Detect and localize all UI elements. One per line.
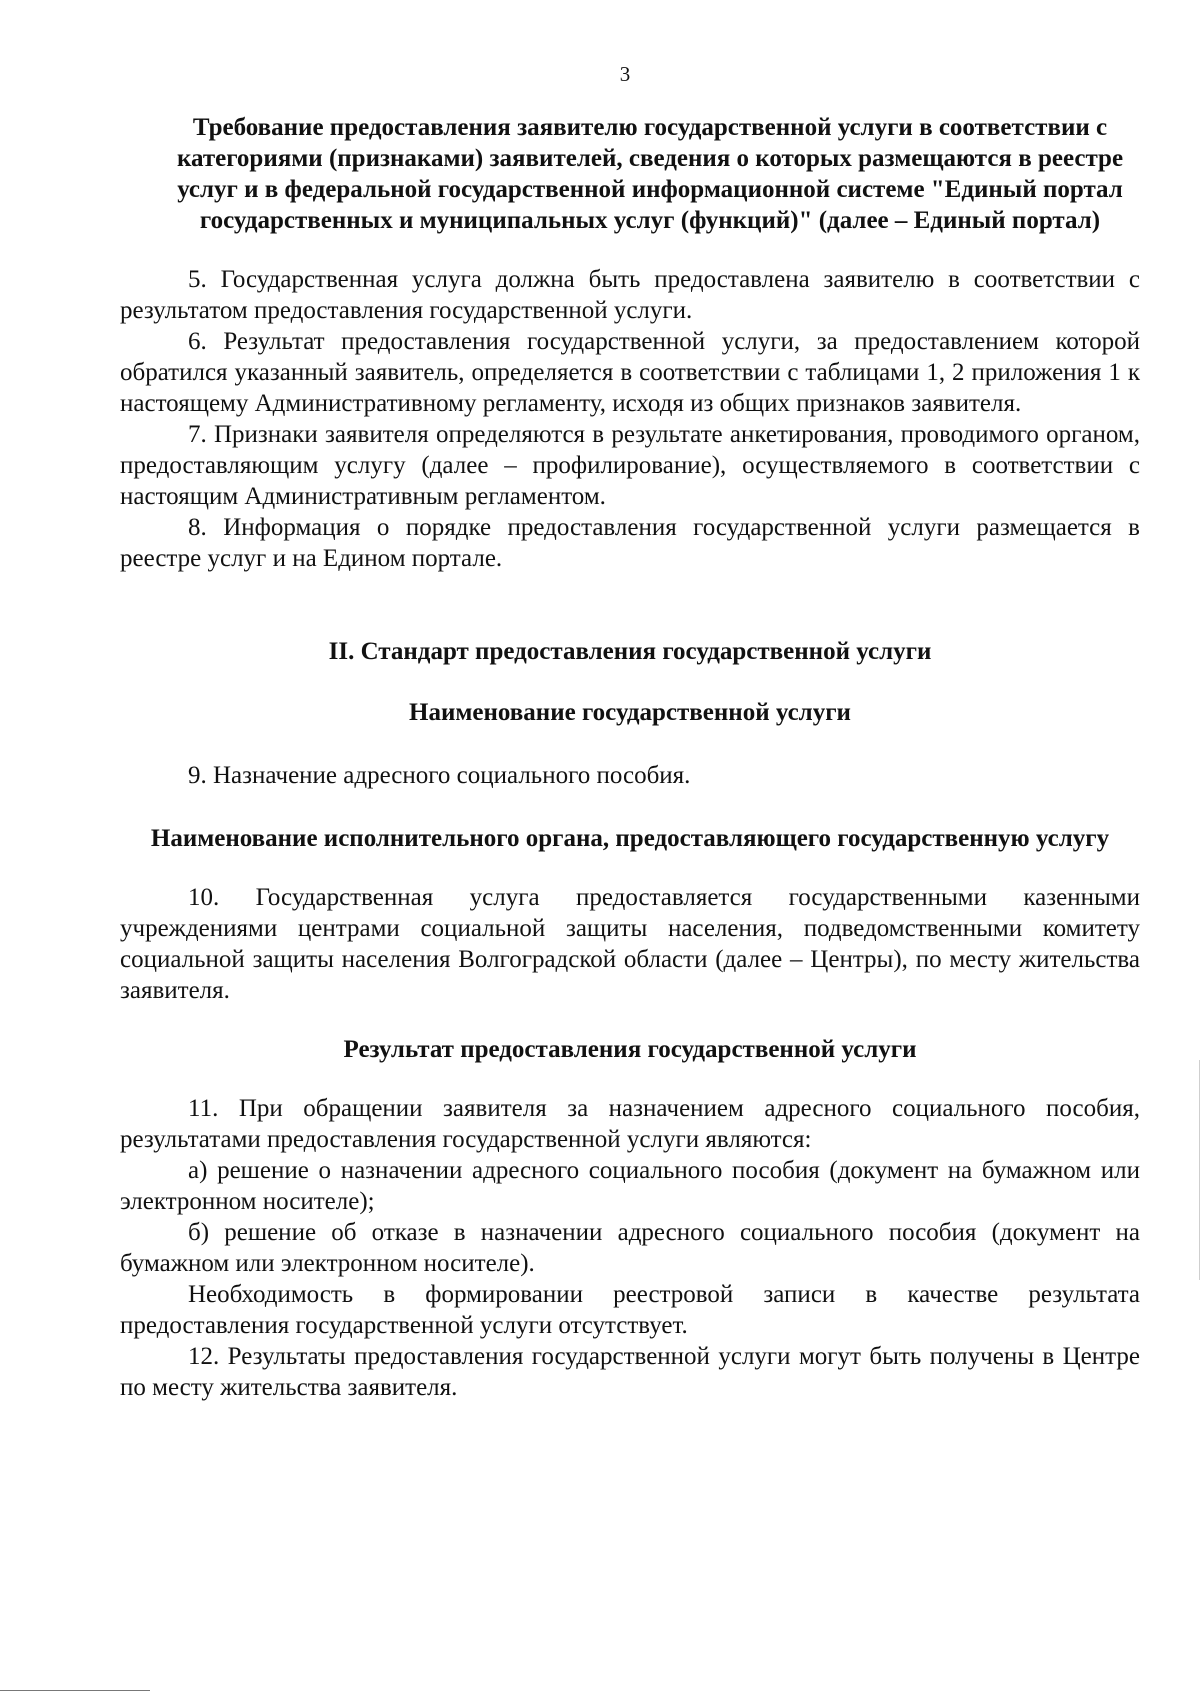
page-number: 3 xyxy=(619,62,631,86)
section-heading-authority: Наименование исполнительного органа, предоставляющего государственную услугу xyxy=(150,825,1110,852)
paragraph-7: 7. Признаки заявителя определяются в результате анкетирования, проводимого органом, предоставляющим услугу (далее – профилирование), осуществляемого в соответствии с настоящим Административным регламентом. xyxy=(120,421,1140,510)
paragraph-6: 6. Результат предоставления государственной услуги, за предоставлением которой обратился указанный заявитель, определяется в соответствии с таблицами 1, 2 приложения 1 к настоящему Административному регламенту, исходя из общих признаков заявителя. xyxy=(120,328,1140,417)
paragraph-11-b: б) решение об отказе в назначении адресного социального пособия (документ на бумажном или электронном носителе). xyxy=(120,1219,1140,1277)
section-heading-standard: II. Стандарт предоставления государственной услуги xyxy=(328,638,932,665)
paragraph-9: 9. Назначение адресного социального пособия. xyxy=(188,762,691,789)
section-heading-result: Результат предоставления государственной услуги xyxy=(343,1036,917,1063)
paragraph-registry-note: Необходимость в формировании реестровой записи в качестве результата предоставления государственной услуги отсутствует. xyxy=(120,1281,1140,1339)
document-body xyxy=(120,112,1140,1403)
section-heading-service-name: Наименование государственной услуги xyxy=(409,699,851,726)
paragraph-11: 11. При обращении заявителя за назначением адресного социального пособия, результатами предоставления государственной услуги являются: xyxy=(120,1095,1140,1153)
paragraph-12: 12. Результаты предоставления государственной услуги могут быть получены в Центре по месту жительства заявителя. xyxy=(120,1343,1140,1401)
section-heading-applicant-requirement: Требование предоставления заявителю государственной услуги в соответствии с категориями (признаками) заявителей, сведения о которых размещаются в реестре услуг и в федеральной государственной информационной системе "Единый портал государственных и муниципальных услуг (функций)" (далее – Единый портал) xyxy=(176,114,1124,234)
scan-edge-line xyxy=(0,1690,150,1691)
paragraph-11-a: а) решение о назначении адресного социального пособия (документ на бумажном или электронном носителе); xyxy=(120,1157,1140,1215)
paragraph-10: 10. Государственная услуга предоставляется государственными казенными учреждениями центрами социальной защиты населения, подведомственными комитету социальной защиты населения Волгоградской области (далее – Центры), по месту жительства заявителя. xyxy=(120,884,1140,1004)
paragraph-5: 5. Государственная услуга должна быть предоставлена заявителю в соответствии с результатом предоставления государственной услуги. xyxy=(120,266,1140,324)
paragraph-8: 8. Информация о порядке предоставления государственной услуги размещается в реестре услуг и на Едином портале. xyxy=(120,514,1140,572)
